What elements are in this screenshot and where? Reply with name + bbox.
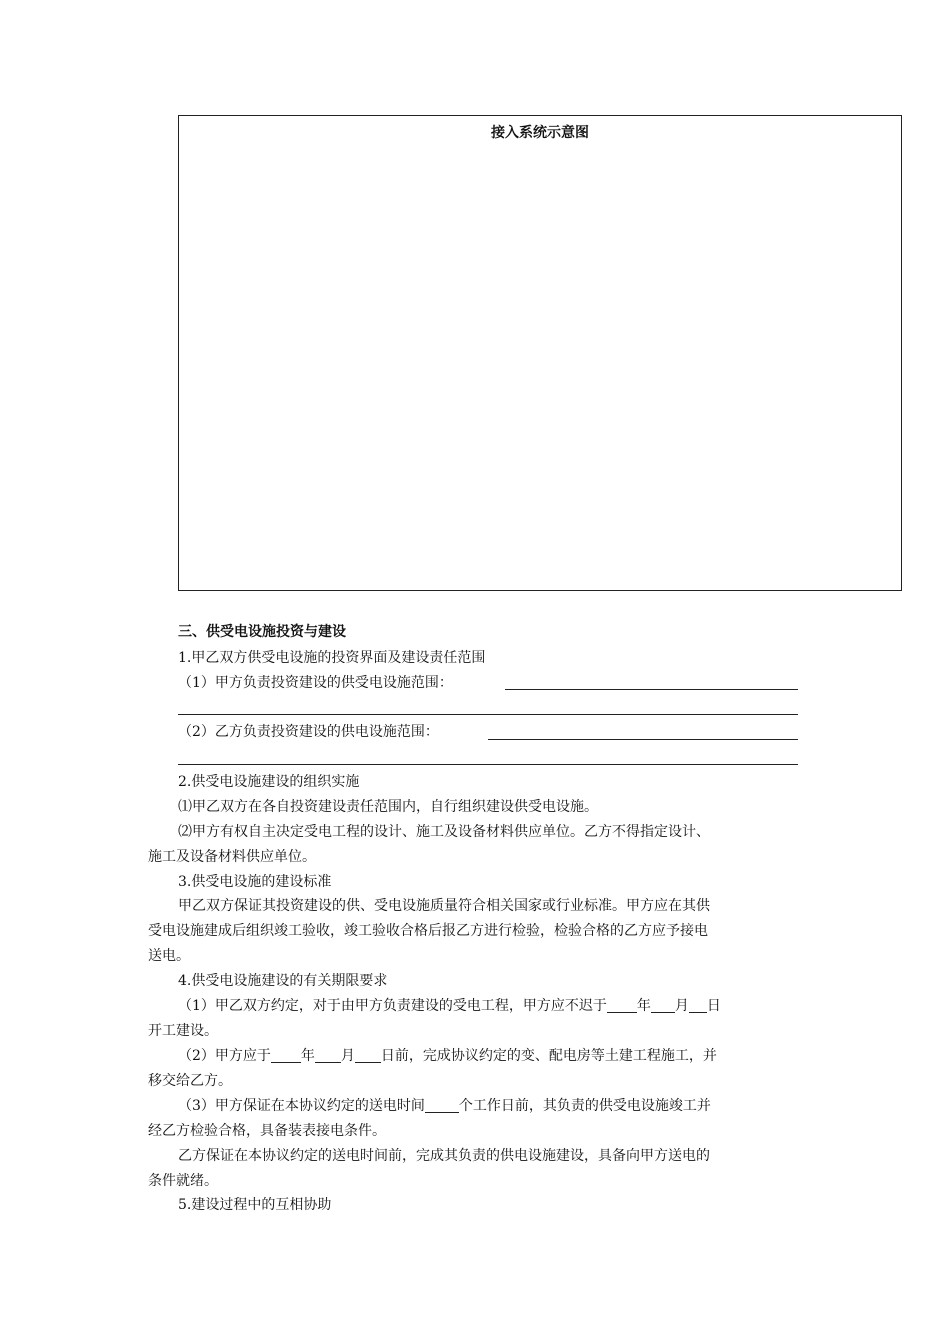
party-b-scope-fill-line: [488, 739, 798, 740]
civil-month-blank: [315, 1048, 341, 1063]
item4-p3-rest: 个工作日前，其负责的供受电设施竣工并: [458, 1098, 711, 1114]
start-day-blank: [689, 998, 707, 1013]
party-b-scope-fill-line-2: [178, 764, 798, 765]
item4-paragraph-4-line-1: 乙方保证在本协议约定的送电时间前，完成其负责的供电设施建设，具备向甲方送电的: [178, 1148, 710, 1164]
day-label: 日: [706, 998, 721, 1014]
item4-paragraph-1-line-2: 开工建设。: [148, 1023, 218, 1039]
item2-paragraph-1: ⑴甲乙双方在各自投资建设责任范围内，自行组织建设供受电设施。: [178, 799, 598, 815]
item2-paragraph-2-line-1: ⑵甲方有权自主决定受电工程的设计、施工及设备材料供应单位。乙方不得指定设计、: [178, 824, 710, 840]
workdays-blank: [425, 1098, 459, 1113]
item4-paragraph-3-line-1: [178, 1098, 711, 1114]
item4-paragraph-1-line-1: [178, 998, 721, 1014]
item4-paragraph-2-line-2: 移交给乙方。: [148, 1073, 232, 1089]
party-a-scope-fill-line-2: [178, 714, 798, 715]
party-a-scope-fill-line: [505, 689, 798, 690]
item2-title: 2.供受电设施建设的组织实施: [178, 774, 360, 790]
start-year-blank: [607, 998, 637, 1013]
item3-text-line-1: 甲乙双方保证其投资建设的供、受电设施质量符合相关国家或行业标准。甲方应在其供: [178, 898, 710, 914]
item3-title: 3.供受电设施的建设标准: [178, 874, 332, 890]
item5-title: 5.建设过程中的互相协助: [178, 1197, 332, 1213]
start-month-blank: [651, 998, 675, 1013]
item4-p2-rest: 日前，完成协议约定的变、配电房等土建工程施工，并: [380, 1048, 717, 1064]
civil-year-blank: [271, 1048, 301, 1063]
item2-paragraph-2-line-2: 施工及设备材料供应单位。: [148, 849, 316, 865]
item4-paragraph-3-line-2: 经乙方检验合格，具备装表接电条件。: [148, 1123, 386, 1139]
year-label: 年: [636, 998, 651, 1014]
item4-p2-text: （2）甲方应于: [178, 1048, 271, 1064]
item1-party-a-scope-label: （1）甲方负责投资建设的供受电设施范围：: [178, 675, 453, 691]
item1-title: 1.甲乙双方供受电设施的投资界面及建设责任范围: [178, 650, 486, 666]
item4-paragraph-2-line-1: [178, 1048, 717, 1064]
month-label: 月: [674, 998, 689, 1014]
item3-text-line-2: 受电设施建成后组织竣工验收，竣工验收合格后报乙方进行检验，检验合格的乙方应予接电: [148, 923, 708, 939]
civil-year-label: 年: [300, 1048, 315, 1064]
section-heading: 三、供受电设施投资与建设: [178, 624, 346, 640]
civil-month-label: 月: [340, 1048, 355, 1064]
civil-day-blank: [355, 1048, 381, 1063]
item4-p3-text: （3）甲方保证在本协议约定的送电时间: [178, 1098, 425, 1114]
diagram-title: 接入系统示意图: [491, 125, 589, 141]
access-system-diagram-box: [178, 115, 902, 591]
item4-paragraph-4-line-2: 条件就绪。: [148, 1173, 218, 1189]
item3-text-line-3: 送电。: [148, 948, 190, 964]
item1-party-b-scope-label: （2）乙方负责投资建设的供电设施范围：: [178, 724, 439, 740]
item4-title: 4.供受电设施建设的有关期限要求: [178, 973, 388, 989]
item4-p1-text: （1）甲乙双方约定，对于由甲方负责建设的受电工程，甲方应不迟于: [178, 998, 607, 1014]
